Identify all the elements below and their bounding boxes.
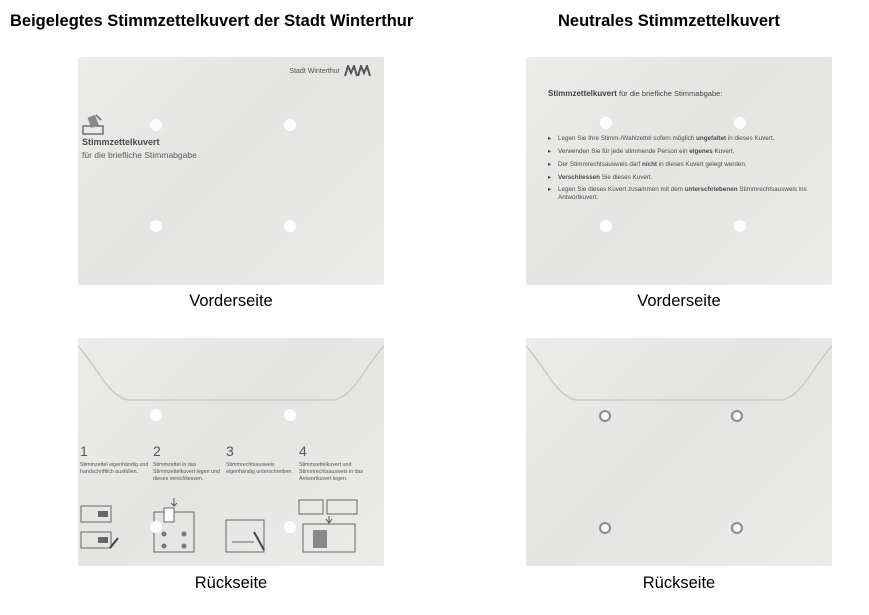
neutral-envelope-back: [526, 338, 832, 566]
left-front-caption: Vorderseite: [189, 292, 273, 310]
right-back-caption: Rückseite: [642, 574, 716, 592]
envelope-flap: [78, 338, 384, 408]
hole: [734, 117, 746, 129]
hole: [284, 409, 296, 421]
envelope-subtitle: für die briefliche Stimmabgabe: [82, 150, 197, 160]
ballot-box-icon: [82, 113, 104, 135]
brand-logo: [289, 65, 374, 77]
hole: [150, 119, 162, 131]
hole: [150, 220, 162, 232]
hole: [599, 522, 611, 534]
signing-card-illustration: [224, 518, 268, 558]
right-column-title: Neutrales Stimmzettelkuvert: [558, 12, 780, 30]
instruction-item: ▸ Der Stimmrechtsausweis darf nicht in dieses Kuvert gelegt werden.: [548, 161, 818, 169]
winterthur-logo-icon: [344, 65, 374, 77]
step: 4 Stimmzettelkuvert und Stimmrechtsausweis in das Antwortkuvert legen.: [299, 443, 364, 483]
left-back-caption: Rückseite: [194, 574, 268, 592]
instruction-item: ▸ Verwenden Sie für jede stimmende Person ein eigenes Kuvert.: [548, 148, 818, 156]
hole: [150, 521, 162, 533]
instruction-item: ▸ Verschliessen Sie dieses Kuvert.: [548, 174, 818, 182]
filling-ballot-illustration: [80, 502, 120, 554]
hole: [150, 409, 162, 421]
hole: [599, 410, 611, 422]
hole: [734, 220, 746, 232]
step: 2 Stimmzettel in das Stimmzettelkuvert legen und dieses verschliessen.: [153, 443, 220, 483]
heading-bold: Stimmzettelkuvert: [548, 89, 617, 98]
hole: [731, 410, 743, 422]
reply-envelope-illustration: [297, 498, 361, 556]
hole: [284, 521, 296, 533]
hole: [284, 119, 296, 131]
envelope-title: Stimmzettelkuvert: [82, 137, 160, 147]
winterthur-envelope-front: [78, 57, 384, 285]
instruction-list: [548, 135, 818, 207]
left-column-title: Beigelegtes Stimmzettelkuvert der Stadt Winterthur: [10, 12, 414, 30]
instruction-item: ▸ Legen Sie Ihre Stimm-/Wahlzettel sofern möglich ungefaltet in dieses Kuvert.: [548, 135, 818, 143]
hole: [600, 117, 612, 129]
envelope-flap: [526, 338, 832, 408]
neutral-envelope-front: [526, 57, 832, 285]
heading-rest: für die briefliche Stimmabgabe:: [616, 89, 723, 98]
instruction-item: ▸ Legen Sie dieses Kuvert zusammen mit dem unterschriebenen Stimmrechtsausweis ins Antwortkuvert.: [548, 186, 818, 202]
step: 3 Stimmrechtsausweis eigenhändig unterschreiben.: [226, 443, 293, 476]
hole: [284, 220, 296, 232]
neutral-envelope-heading: [548, 89, 722, 98]
hole: [731, 522, 743, 534]
winterthur-envelope-back: [78, 338, 384, 566]
right-front-caption: Vorderseite: [637, 292, 721, 310]
brand-text: Stadt Winterthur: [289, 67, 340, 75]
step: 1 Stimmzettel eigenhändig und handschriftlich ausfüllen.: [80, 443, 149, 476]
hole: [600, 220, 612, 232]
